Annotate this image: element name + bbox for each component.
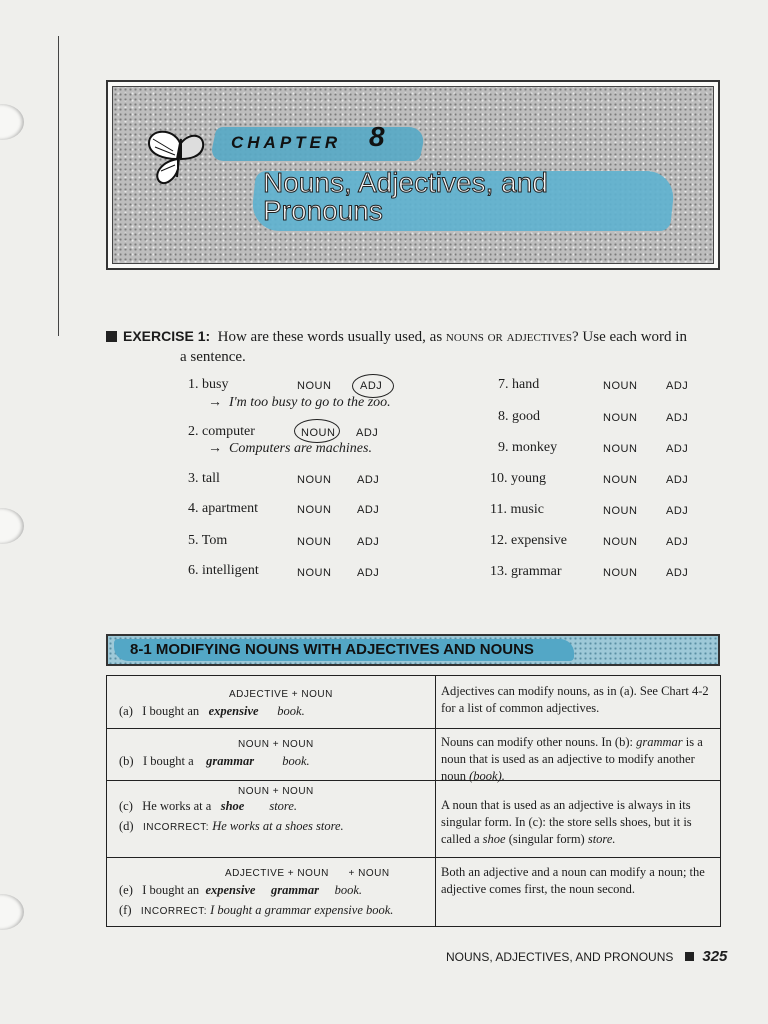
chapter-label: CHAPTER: [231, 133, 342, 152]
word-item: 13. grammar: [490, 564, 562, 579]
example-a: [119, 704, 305, 719]
note-3-text: A noun that is used as an adjective is always in its singular form. In (c): the store sells shoes, but it is called a: [441, 798, 692, 846]
noun-option: NOUN: [297, 474, 332, 486]
example-e-adjective: expensive: [205, 883, 256, 897]
adj-option: ADJ: [666, 505, 689, 517]
adj-option: ADJ: [357, 567, 380, 579]
row-e-caption-1: ADJECTIVE + NOUN: [225, 868, 329, 879]
noun-option: NOUN: [603, 536, 638, 548]
word-item: 4. apartment: [188, 501, 258, 516]
note-2: [441, 734, 713, 785]
adj-option: ADJ: [666, 443, 689, 455]
label-b: (b): [119, 754, 134, 768]
word-item: 7. hand: [498, 377, 540, 392]
table-row-divider: [107, 728, 720, 729]
adj-option: ADJ: [666, 536, 689, 548]
page-footer: [446, 948, 727, 965]
label-f: (f): [119, 903, 132, 917]
exercise-label: EXERCISE 1:: [123, 328, 211, 344]
word-item: 1. busy: [188, 377, 229, 392]
note-2-term: grammar: [636, 735, 683, 749]
note-3-text-cont: (singular form): [508, 832, 585, 846]
example-b-text: I bought a: [142, 754, 194, 768]
example-b-noun-modifier: grammar: [206, 754, 255, 768]
noun-option: NOUN: [297, 504, 332, 516]
bullet-square-icon: [685, 952, 694, 961]
exercise-prompt-line2: a sentence.: [180, 349, 246, 365]
label-a: (a): [119, 704, 133, 718]
noun-option: NOUN: [603, 567, 638, 579]
word-item: 10. young: [490, 471, 546, 486]
noun-option: NOUN: [603, 380, 638, 392]
binder-hole: [0, 894, 24, 930]
table-divider: [435, 676, 436, 926]
note-3-term: shoe: [482, 832, 506, 846]
chart-title: 8-1 MODIFYING NOUNS WITH ADJECTIVES AND NOUNS: [130, 641, 534, 658]
example-c-noun-modifier: shoe: [220, 799, 245, 813]
noun-option: NOUN: [603, 412, 638, 424]
adj-option: ADJ: [666, 380, 689, 392]
word-item: 5. Tom: [188, 533, 228, 548]
word-item: 12. expensive: [490, 533, 567, 548]
answer-1: I'm too busy to go to the zoo.: [229, 395, 391, 410]
example-d: [119, 819, 344, 834]
arrow-icon: →: [208, 395, 222, 410]
margin-line: [58, 36, 59, 336]
adj-option: ADJ: [357, 536, 380, 548]
noun-option: NOUN: [603, 505, 638, 517]
label-e: (e): [119, 883, 133, 897]
example-f: [119, 903, 393, 918]
adj-option: ADJ: [357, 474, 380, 486]
or-term: or: [487, 329, 503, 345]
page-number: 325: [702, 948, 728, 965]
nouns-term: nouns: [445, 329, 484, 345]
adj-option: ADJ: [666, 474, 689, 486]
example-a-noun: book.: [277, 704, 305, 718]
row-a-caption: ADJECTIVE + NOUN: [229, 689, 333, 700]
arrow-icon: →: [208, 441, 222, 456]
example-a-text: I bought an: [142, 704, 200, 718]
noun-option: NOUN: [603, 443, 638, 455]
chapter-title: [263, 169, 548, 225]
adj-option: ADJ: [666, 412, 689, 424]
exercise-prompt: How are these words usually used, as: [217, 329, 443, 345]
adjectives-term: adjectives: [506, 329, 572, 345]
label-c: (c): [119, 799, 133, 813]
word-item: 2. computer: [188, 424, 255, 439]
example-d-text: He works at a shoes store.: [212, 819, 344, 833]
noun-option: NOUN: [297, 536, 332, 548]
row-e-caption: [225, 868, 390, 879]
note-1: Adjectives can modify nouns, as in (a). See Chart 4-2 for a list of common adjectives.: [441, 684, 709, 715]
sample-answer: [208, 441, 372, 457]
chapter-header: [106, 80, 720, 270]
adj-option: ADJ: [360, 380, 383, 392]
note-3-example: store.: [587, 832, 616, 846]
example-e-text: I bought an: [142, 883, 200, 897]
word-item: 11. music: [490, 502, 544, 517]
label-d: (d): [119, 819, 134, 833]
answer-circle: [294, 419, 340, 443]
adj-option: ADJ: [666, 567, 689, 579]
example-e-noun: book.: [334, 883, 363, 897]
adj-option: ADJ: [356, 427, 379, 439]
noun-option: NOUN: [297, 567, 332, 579]
footer-running-head: NOUNS, ADJECTIVES, AND PRONOUNS: [446, 950, 674, 964]
chapter-title-line1: Nouns, Adjectives, and: [263, 167, 548, 198]
noun-option: NOUN: [603, 474, 638, 486]
note-2-example: (book).: [469, 769, 505, 783]
word-item: 8. good: [498, 409, 540, 424]
example-b: [119, 754, 310, 769]
word-item: 6. intelligent: [188, 563, 259, 578]
example-c-noun: store.: [269, 799, 297, 813]
word-item: 3. tall: [188, 471, 220, 486]
note-2-text: Nouns can modify other nouns. In (b):: [441, 735, 633, 749]
grammar-chart-table: [106, 675, 721, 927]
note-3: [441, 797, 713, 848]
binder-hole: [0, 104, 24, 140]
chapter-number: 8: [369, 121, 385, 152]
noun-option: NOUN: [301, 427, 336, 439]
binder-hole: [0, 508, 24, 544]
chapter-title-line2: Pronouns: [263, 195, 383, 226]
adj-option: ADJ: [357, 504, 380, 516]
row-e-caption-2: + NOUN: [348, 868, 390, 879]
bullet-square-icon: [106, 331, 117, 342]
table-row-divider: [107, 857, 435, 858]
butterfly-icon: [143, 125, 213, 195]
example-b-noun: book.: [282, 754, 310, 768]
incorrect-label: INCORRECT:: [142, 822, 210, 833]
chart-header: [106, 634, 720, 666]
example-f-text: I bought a grammar expensive book.: [210, 903, 394, 917]
row-b-caption: NOUN + NOUN: [238, 739, 314, 750]
example-c-text: He works at a: [142, 799, 212, 813]
row-c-caption: NOUN + NOUN: [238, 786, 314, 797]
example-c: [119, 799, 297, 814]
example-e-noun-modifier: grammar: [271, 883, 319, 897]
incorrect-label: INCORRECT:: [140, 906, 207, 917]
table-row-divider: [435, 857, 721, 858]
exercise-instructions: [106, 326, 726, 367]
note-2-text-cont: is a noun that is used as an adjective to modify another noun: [441, 735, 703, 783]
example-a-adjective: expensive: [208, 704, 259, 718]
answer-2: Computers are machines.: [229, 441, 372, 456]
sample-answer: [208, 395, 391, 411]
noun-option: NOUN: [297, 380, 332, 392]
exercise-prompt-end: ? Use each word in: [572, 329, 687, 345]
note-4: Both an adjective and a noun can modify a noun; the adjective comes first, the noun second.: [441, 865, 705, 896]
example-e: [119, 883, 362, 898]
word-item: 9. monkey: [498, 440, 558, 455]
